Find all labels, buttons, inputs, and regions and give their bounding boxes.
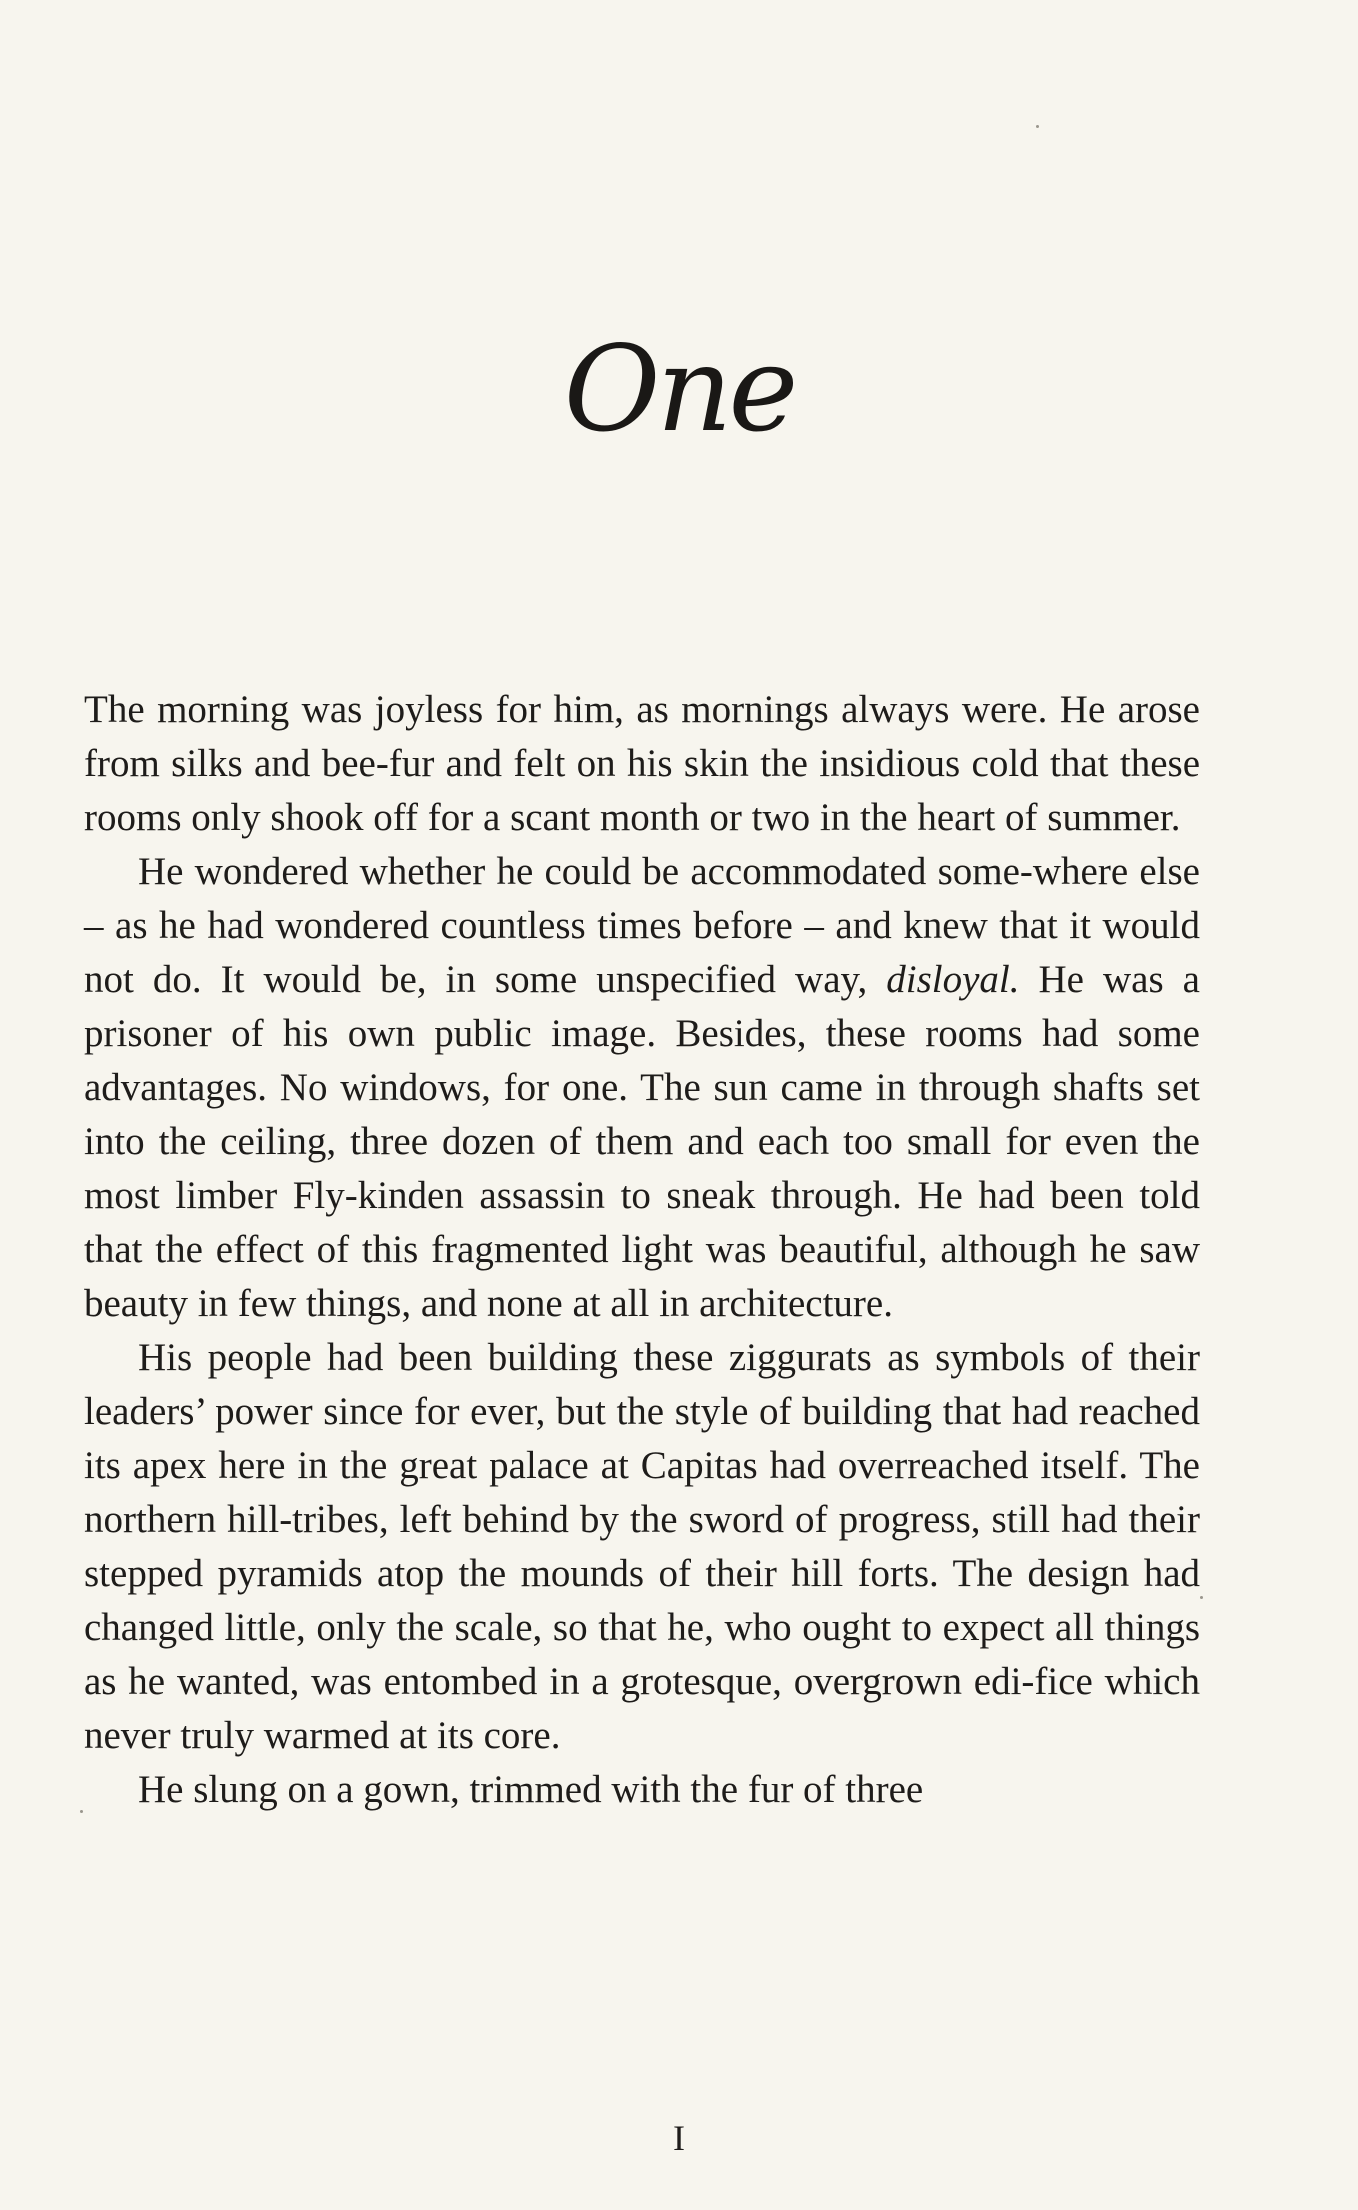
paper-speck bbox=[80, 1810, 83, 1813]
chapter-title: One bbox=[563, 320, 795, 458]
paragraph-2 bbox=[84, 845, 1200, 1331]
paper-speck bbox=[1036, 125, 1039, 128]
paragraph-1: The morning was joyless for him, as mornings always were. He arose from silks and bee-fur and felt on his skin the insidious cold that these rooms only shook off for a scant month or two in the heart of summer. bbox=[84, 688, 1200, 839]
body-text bbox=[84, 683, 1200, 1817]
paper-speck bbox=[1200, 1596, 1203, 1599]
page-number: I bbox=[673, 2118, 685, 2158]
paragraph-2-part-2: He was a prisoner of his own public image. Besides, these rooms had some advantages. No windows, for one. The sun came in through shafts set into the ceiling, three dozen of them and each too small for even the most limber Fly-kinden assassin to sneak through. He had been told that the effect of this fragmented light was beautiful, although he saw beauty in few things, and none at all in architecture. bbox=[84, 958, 1200, 1325]
paragraph-2-italic: disloyal. bbox=[886, 958, 1020, 1001]
paragraph-4: He slung on a gown, trimmed with the fur of three bbox=[138, 1768, 924, 1811]
paragraph-3: His people had been building these ziggurats as symbols of their leaders’ power since for ever, but the style of building that had reached its apex here in the great palace at Capitas had overreached itself. The northern hill-tribes, left behind by the sword of progress, still had their stepped pyramids atop the mounds of their hill forts. The design had changed little, only the scale, so that he, who ought to expect all things as he wanted, was entombed in a grotesque, overgrown edi-fice which never truly warmed at its core. bbox=[84, 1336, 1200, 1757]
paragraph-2-part-1: He wondered whether he could be accommodated some-where else – as he had wondered countless times before – and knew that it would not do. It would be, in some unspecified way, bbox=[84, 850, 1200, 1001]
